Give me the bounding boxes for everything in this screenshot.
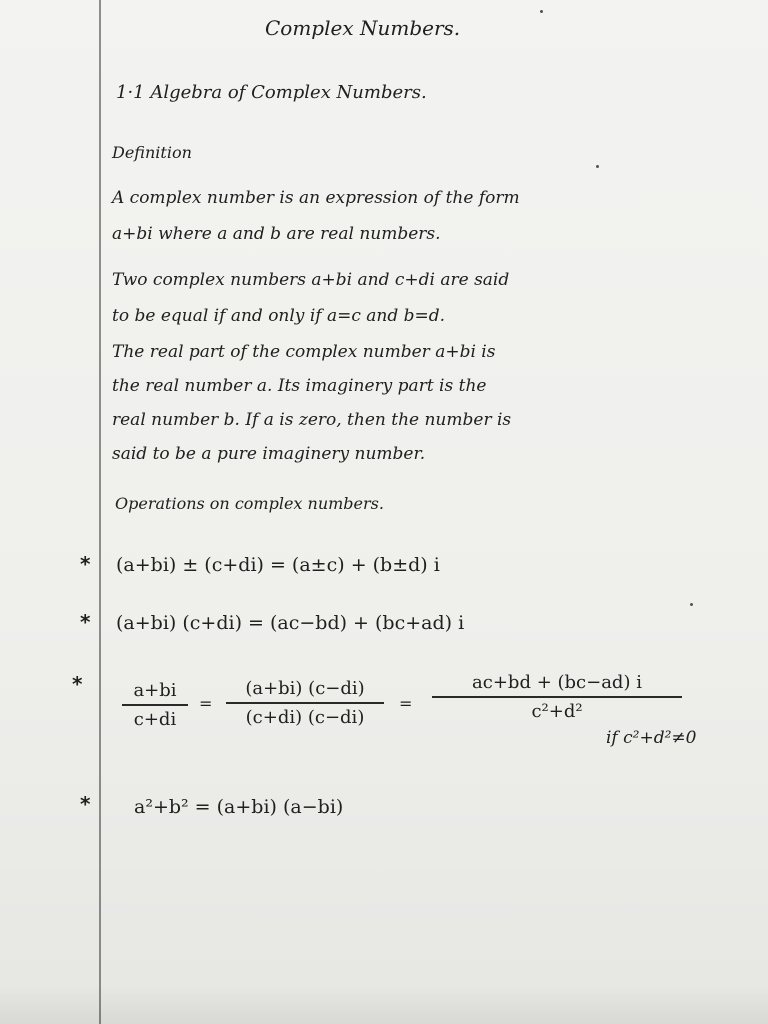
fraction-bar	[432, 696, 682, 698]
multiplication-formula: (a+bi) (c+di) = (ac−bd) + (bc+ad) i	[116, 612, 465, 634]
paragraph2-line: The real part of the complex number a+bi is	[112, 342, 496, 362]
bullet-star-icon: *	[80, 610, 91, 634]
fraction-bar	[122, 704, 188, 706]
sum-of-squares-formula: a²+b² = (a+bi) (a−bi)	[134, 796, 344, 818]
lhs-denominator: c+di	[133, 708, 177, 730]
paragraph1-line: a+bi where a and b are real numbers.	[112, 224, 441, 244]
pencil-dot	[690, 603, 693, 606]
middle-fraction	[226, 678, 384, 728]
rhs-numerator: ac+bd + (bc−ad) i	[472, 672, 642, 693]
bullet-star-icon: *	[80, 552, 91, 576]
pencil-dot	[540, 10, 543, 13]
equals-sign: =	[199, 694, 213, 713]
page-title: Complex Numbers.	[265, 16, 461, 40]
paragraph1-line: A complex number is an expression of the form	[112, 188, 520, 208]
page-shadow	[0, 984, 768, 1024]
paragraph2-line: to be equal if and only if a=c and b=d.	[112, 306, 446, 326]
lhs-numerator: a+bi	[133, 680, 177, 701]
pencil-dot	[596, 165, 599, 168]
paragraph2-line: the real number a. Its imaginery part is the	[112, 376, 487, 396]
division-condition: if c²+d²≠0	[606, 728, 697, 748]
margin-line	[99, 0, 101, 1024]
definition-heading: Definition	[112, 143, 192, 162]
paragraph2-line: Two complex numbers a+bi and c+di are said	[112, 270, 510, 290]
middle-numerator: (a+bi) (c−di)	[245, 678, 365, 699]
bullet-star-icon: *	[72, 672, 83, 696]
bullet-star-icon: *	[80, 792, 91, 816]
paragraph2-line: real number b. If a is zero, then the number is	[112, 410, 512, 430]
middle-denominator: (c+di) (c−di)	[245, 706, 365, 728]
rhs-fraction	[432, 672, 682, 722]
section-heading: 1·1 Algebra of Complex Numbers.	[116, 82, 427, 103]
addition-formula: (a+bi) ± (c+di) = (a±c) + (b±d) i	[116, 554, 440, 576]
operations-heading: Operations on complex numbers.	[115, 494, 384, 513]
paragraph2-line: said to be a pure imaginery number.	[112, 444, 426, 464]
lhs-fraction	[122, 680, 188, 730]
equals-sign: =	[399, 694, 413, 713]
rhs-denominator: c²+d²	[531, 700, 583, 722]
fraction-bar	[226, 702, 384, 704]
